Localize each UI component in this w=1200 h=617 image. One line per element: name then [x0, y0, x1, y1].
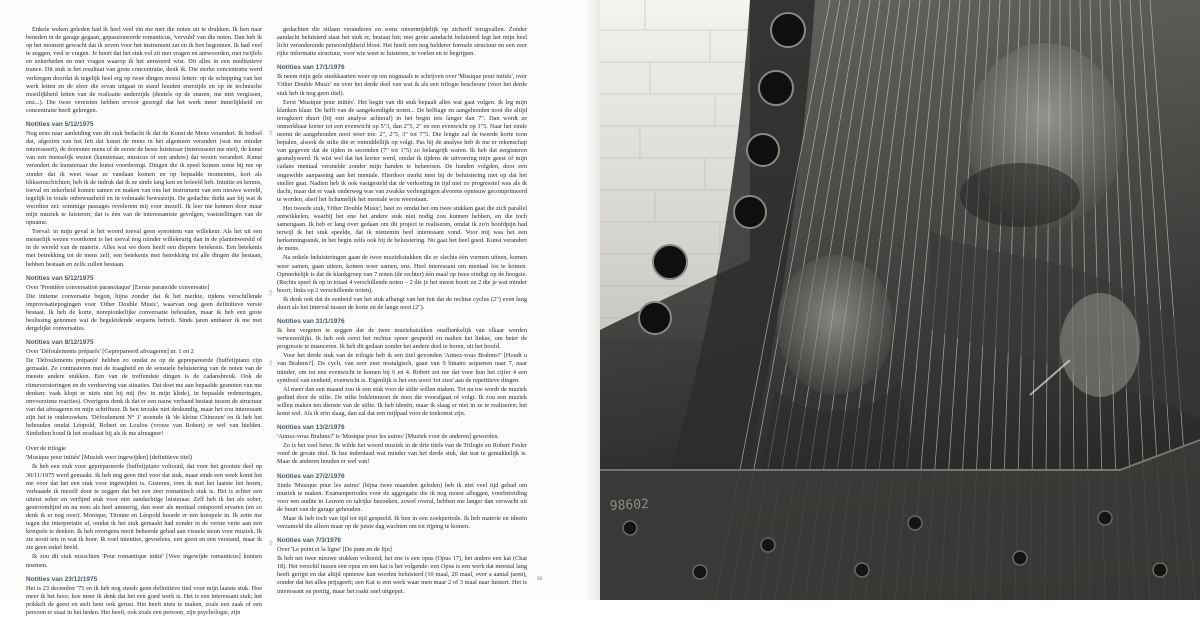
entry-subtitle: Over 'Défoulements préparés' [Geprepareerd afreageren] nr. 1 en 2	[26, 348, 194, 356]
entry-paragraph: Ik heb net twee nieuwe stukken voltooid; het ene is een opus (Opus 17), het andere een kat (Chat 18). Het verschil tussen een opus en een kat is het volgende: een Opus is een werk dat meestal lang heeft gerijpt en dat altijd opnieuw kan worden beluisterd (10 maal, 20 maal, over a aantal jaren), zonder dat het alles prijsgeeft; een Kat is een werk waar men maar 2 of 3 maal naar luistert. Het is interessant en prettig, maar het raakt snel uitgeput.	[277, 555, 527, 595]
entry-paragraph: Al meer dan een maand zou ik een stuk voor de stilte willen maken. Tot nu toe wordt de muziek gedind door de stilte. De stilte bekleinmoet de noot die voorafgaat of volgt. Ik zou een muziek willen maken ten dienste van de stilte. Ik heb ideeën, maar ik slaag er niet in ze te realiseren; het komt wel. Als ik erin slaag, dan zal dat een mijlpaal voor de toekomst zijn.	[277, 385, 527, 418]
right-page	[600, 0, 1200, 600]
entry-paragraph: 'Musique pour initiés' [Muziek voor ingewijden] (definitieve titel)	[26, 454, 193, 462]
entry-subtitle: Over 'Première conversation paranoïaque' [Eerste paranoïde conversatie]	[26, 283, 210, 291]
entry-heading: Notities van 13/2/1976	[277, 424, 345, 432]
entry-subtitle: Over de trilogie	[26, 445, 66, 453]
entry-paragraph: Sinds 'Musique pour les autres' (bijna twee maanden geleden) heb ik niet veel tijd gehad om muziek te maken. Examenperiodes voor de aggregatie die ik nog moest afleggen, voorbereiding voor een audite in Leuven en talrijke bezoeken, zowel overal, hebben me langer dan verwacht uit de buurt van de garage gehouden.	[277, 481, 527, 513]
entry-heading: Notities van 5/12/1975	[26, 274, 94, 282]
text-column-2	[277, 26, 527, 595]
entry-paragraph: De 'Défoulements préparés' hebben zo omdat ze op de geprepareerde (buffet)piano zijn gemaakt. Ze contrasteren met de traagheid en de sensuele beluistering van de noten van de meeste andere stukken. Een van de treffendste dingen is de cadansbreuk. Ook de ritmeverstoringen en de verdoeving van situaties. Dat doet me aan bepaalde gesnoten van me denken: vaak klopt er niets niet bij mij (bv. in mijn klede), in bepaalde redeneringen, onvoorziene reacties). Overigens denk ik dat er een nauw verband bestaat tussen de structuur van dat afreageren en mijn schriftuur. Ik ben terzake niet deskundig, maar het zou interessant zijn het te onderzoeken. 'Défoulement N° 1' noemde ik 'de kleine Chinezen' en ik heb het behouden omdat Léopold, Robert en Loulou (vrouw van Robert) er wel van hielden. Sindsdien houd ik het resultaat bij als ik me afreageer!	[26, 357, 262, 438]
margin-mark: 3|2	[268, 130, 273, 136]
entry-heading: Notities van 23/12/1975	[26, 575, 98, 583]
entry-paragraph: Voor het derde stuk van de trilogie heb ik een titel gevonden 'Aimez-vous Brahms?' [Houdt u van Brahms?]. De cycli, van zeer zeer nostalgisch, gaan van 9 binaire sequenen naar 7, naar minder, om tot een evenwicht te komen bij 6 en 4. Robert zei me dat voor hun het cijfer 4 een symbool van eenheid, evenwicht is. Eigenlijk is het een soort 'tot zien' aan de repetitieve dingen.	[277, 352, 527, 384]
margin-mark: 6|1	[268, 360, 273, 366]
page-number: 38	[537, 577, 542, 582]
entry-heading: Notities van 27/2/1976	[277, 472, 345, 480]
entry-paragraph: Die intieme conversatie begon, bijna zonder dat ik het merkte, tijdens verschillende improvisatiepogingen voor 'Other Double Music', waarvan nog geen definitieve versie bestaat. Ik heb de korte, norepionkelijke conversatie behouden, maar ik heb een grote beslissing genomen wat de begeleidende sequens betreft. Sinds jaren ambaeer ik me met dergelijke conversaties.	[26, 292, 262, 333]
entry-paragraph: Ik zou dit stuk misschien 'Pour romantique initié' [Voor ingewijde romanticus] kunnen noemen.	[26, 553, 262, 569]
entry-heading: Notities van 7/3/1976	[277, 537, 341, 545]
text-column-1	[26, 26, 262, 616]
entry-paragraph: 'Aimez-vous Brahms?' is 'Musique pour les autres' [Muziek voor de anderen] geworden.	[277, 433, 500, 441]
entry-paragraph: Het tweede stuk, 'Other Double Music', heet zo omdat het om twee stukken gaat die zich parallel ontwikkelen, waarbij het ene het andere stuk niet nodig zou kunnen hebben, en die toch samengaan. Ik heb er lang over gedaan om dit project te realiseren, omdat ik zo'n hoofdpijn had terwijl ik het stuk speelde, dat ik niettemin heel interessant vond. Voor mij was het een herkenningsstuk, in het begin zelfs ook bij de beluistering. Nu gaat het heel goed. Kunst verandert de mens.	[277, 204, 527, 253]
entry-paragraph: Eerst 'Musique pour initiés'. Het begin van dit stuk bepaalt alles wat gaat volgen. Ik leg mijn klanken klaar. De helft van de aangekondigde noten... De helftage en aangehouden noot die altijd terugkeert duurt (bij een analyse achteraf) in het begin iets langer dan 7". Dan wordt ze onmerkbaar korter tot een evenwicht op 5"3, dan 2"5, 2" en een evenwicht op 1"5. Naar het einde neemt de aangehouden noot weer toe: 2", 2"5, 3" tot 7"5. Die lengte zal de tweede korte toon bepalen, alsook de stilte die er onmiddellijk op volgt. Pas bij de analyse heb ik me er rekenschap van gegeven dat de tijden in seconden (7" tot 1"5) zo belangrijk waren. Ik heb dat eergisteren geanalyseerd. Ik wist wel dat het korter werd, omdat ik tijdens de uitvoering mijn geest of mijn cadans mentaal versnelde zonder mijn handen te beheersen. De handen volgden, door een ongewilde aanpassing aan het mentale. Hierdoor merkt men bij de beluistering niet op dat het sneller gaat. Nadien heb ik ook vastgesteld dat de verkorting in tijd niet zo progressief was als ik dacht, maar dat er vaak onderweg was van zwakke verlengingen alvorens opnieuw gecomprimeerd te worden, alsof het lichamelijk het mentale wou weerstaan.	[277, 98, 527, 203]
gutter-shadow	[586, 0, 600, 600]
entry-heading: Notities van 8/12/1975	[26, 339, 94, 347]
margin-mark: 5|3	[268, 290, 273, 296]
entry-paragraph: Zo is het veel beter. Ik wilde het woord muziek in de drie titels van de Trilogie en Robert Fesler vond de greate titel. Ik has inderdaad wat minder van het derde stuk, dat wat te gemakkelijk is. Maar de anderen houden er wel van!	[277, 442, 527, 466]
intro-paragraph: Enkele weken geleden had ik heel veel zin me met die noten uit te drukken. Ik ben naar beneden in de garage gegaan, gepassioneerde romanticus, 'vervuld' van die noten. Dan heb ik op het moment gewacht dat ik zeven voor het instrument zat en ik ben begonnen. Ik had veel te zeggen, veel te vragen. Je hoort dat het stuk vol zit met vragen en antwoorden, met twijfels en zekerheden en met vragen waarop ik het antwoord wist. Dit alles in een meditatieve trance. Dit stuk is het resultaat van grote concentratie, denk ik. Die sterke concentratie werd verkregen doordat ik tegelijk heel erg op twee dingen moest letten: op de schepping van het werk letten en de sfeer die ervan uitgaat in stand houden enerzijds en op de technische moeilijkheid letten van de realisatie anderzijds (deutels op de snaren, me niet vergissen, enz...). Die twee vereisten hebben ervoor gezorgd dat het werk meer innerlijkheid en concentratie heeft gekregen.	[26, 26, 262, 114]
entry-paragraph: Ik denk ook dat de eenheid van het stuk afhangt van het feit dat de rechtse cyclus (2") even lang duurt als het interval tussen de korte en de lange noot (2").	[277, 295, 527, 311]
entry-paragraph: Ik ben vergeten te zeggen dat de twee muziekstukken onafhankelijk van elkaar werden verwezenlijkt. Ik heb ook eerst het rechtse spoor gespeeld en nadien het linkse, om beter de progressie te nuanceren. Ik heb dit gedaan zonder het andere deel te horen, uit het hoofd.	[277, 327, 527, 351]
piano-interior-photo	[600, 0, 1200, 600]
entry-paragraph: Ik neem mijn gele steekkaarten weer op om nogmaals te schrijven over 'Musique pour initiés', over 'Other Double Music' en over het derde deel van wat ik als een trilogie beschouw (voor het derde stuk heb ik nog geen titel).	[277, 73, 527, 97]
entry-paragraph: Ik heb een stuk voor geprepareerde (buffet)piano voltooid, dat voor het grootste deel op 30/11/1975 werd gemaakt. Ik heb nog geen titel voor dat stuk, maar sinds een week komt het me voor dat het een stuk voor ingewijden is. Gisteren, toen ik met het laatste liet horen, verbaasde ik mezelf door te zeggen dat het een zeer romantisch stuk is. Het is echter een uiterst sober en verfijnd stuk voor niet aandachtige luisteraar. Zelf heb ik het als sober, gestroomlijnd en nu eens als heel ammerig, dan weer als mentaal ontspoord ervaren (en zo denk ik er nog over). Monique, Titoune en Léopold hoorde er een kreupele in. Ik zette me tegen die interpretatie af, omdat ik het stuk gemaakt had zonder in de verste verte aan een kreupele te denken. Ik heb overigens nooit beheerde gehad aan visuele steun voor muziek. Ik zie nooit iets in wat ik hoor. Ik voel intenties, gevoelens, een geest en een verstand, maar ik zie geen enkel beeld.	[26, 463, 262, 552]
entry-paragraph: Maar ik heb toch van tijd tot tijd gespeeld. Ik ben in een zoekperiode. Ik heb materie en ideeën verzameld die alleen maar op de juiste dag wachten om tot rijping te komen.	[277, 514, 527, 530]
left-page	[0, 0, 600, 616]
entry-heading: Notities van 17/1/1976	[277, 64, 345, 72]
photo-stamp: 98602	[609, 496, 650, 514]
entry-paragraph: Na enkele beluisteringen gaan de twee muziekstukken die er slechts één vormen uiteen, komen weer samen, gaan uiteen, komen weer samen, enz. Heel interessant om mentaal los te komen. Opmerkelijk is dat de klankgroep van 7 noten (de rechter) één maal op twee eindigt op de hoogste. (Rechts speel ik op in totaal 4 verschillende noten – 2 die je het meest hoort en 2 die je wat minder hoort; links op 2 verschillende noten).	[277, 254, 527, 294]
entry-heading: Notities van 5/12/1975	[26, 121, 94, 129]
entry-paragraph: Nog eens naar aanleiding van dit stuk bedacht ik dat de Kunst de Mens verandert. Ik bedoel dat, afgezien van het feit dat kunst de mens in het algemeen verandert (wat me minder interesseert), de doorsnee mens of de eerste de beste luisteraar (interesseert me niet), de kunst van een menselijk wezen (kunstenaar, musicus of een andere) dat wezen verandert. Kunst verandert de kunstenaar die kunst voortbrengt. Dingen die ik speel komen soms bij me op zonder dat ik weet waar ze vandaan komen en op bepaalde momenten, kort als bliksemschichten, heb ik de indruk dat ik ze sinds lang ken en beleefd heb. Intuïtie en kennis, toeval en zekerheid komen samen en maken van ons het instrument van een nieuwe wereld, tegelijk in totale onbewustheid en in volmaakt bewustzijn. De gedachte duikt aan bij wat ik voordien zei: sommige passages revelerem mij voor mezelf. Ik leer me kennen door maar mijn muziek te luisteren; dat is één van de interessantste gevolgen, vaststellingen van de opname.	[26, 130, 262, 227]
entry-subtitle: Over 'Le point et la ligne' [De punt en de lijn]	[277, 546, 392, 554]
intro-paragraph: gedachten die stilaan veranderen en soms onvermijdelijk op zichzelf terugvallen. Zonder aandacht beluisterd staat het stuk er, bestaat het; met grote aandacht beluisterd legt het mijn heel licht veranderende persoonlijkheid bloot. Het hoeft een nog helderer formele structuur en een zeer rijke informatie structuur, voor wie weet te luisteren, te voelen en te begrijpen.	[277, 26, 527, 58]
margin-mark: 5|2	[268, 540, 273, 546]
entry-paragraph: Toeval: in mijn geval is het woord toeval geen synoniem van willekeur. Als het uit een menselijk wezen voortkomt is het toeval nog minder willekeurig dan in de plantenwereld of in de wereld van de materie. Alles wat we doen heeft een diepere betekenis. Een betekenis met betrekking tot de mens zelf, een betekenis met betrekking tot alle dingen die bestaan, hebben bestaan en zelfs zullen bestaan.	[26, 228, 262, 268]
entry-paragraph: Het is 23 december '75 en ik heb nog steeds geen definitieve titel voor mijn laatste stuk. Hoe meer ik het hoor, hoe meer ik denk dat het een goed werk is. Het is een interessant stuk; het prikkelt de geest en stelt hem ook gerust. Het heeft niets te maken, zoals een zaak of een persoon er staat in het heden. Het heeft, ook zoals een persoon, zijn psychologie, zijn	[26, 584, 262, 616]
entry-heading: Notities van 31/1/1976	[277, 318, 345, 326]
